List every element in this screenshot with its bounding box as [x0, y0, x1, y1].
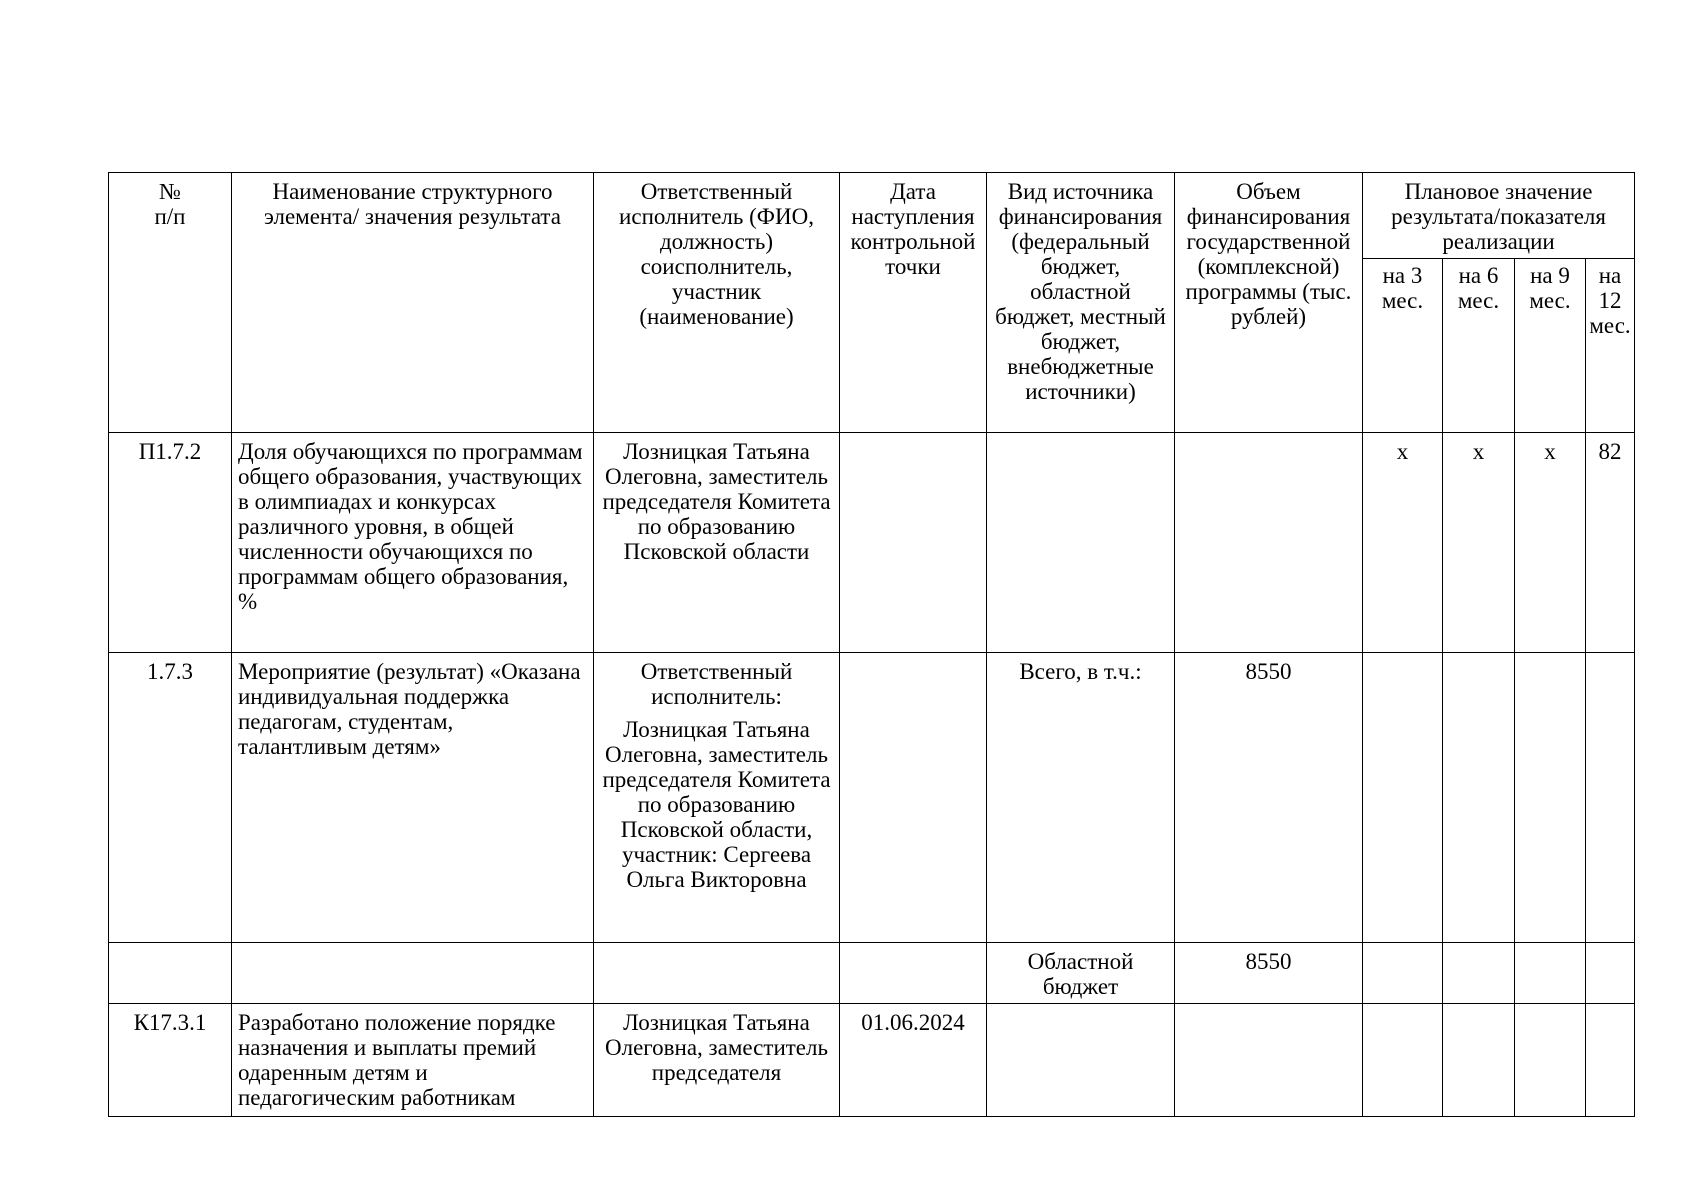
- row-m9: [1515, 653, 1586, 943]
- row-m9: х: [1515, 433, 1586, 653]
- row-num: [109, 943, 232, 1004]
- row-source: [987, 1004, 1175, 1117]
- row-executor-label: Ответственный исполнитель:: [640, 659, 793, 709]
- row-executor: Лозницкая Татьяна Олеговна, заместитель председателя Комитета по образованию Псковской области, участник: Сергеева Ольга Викторовна: [602, 717, 831, 892]
- row-volume: [1175, 433, 1363, 653]
- row-m3: [1363, 653, 1443, 943]
- row-volume: 8550: [1175, 653, 1363, 943]
- header-volume: Объем финансирования государственной (комплексной) программы (тыс. рублей): [1175, 173, 1363, 433]
- header-name: Наименование структурного элемента/ значения результата: [232, 173, 594, 433]
- row-name: [232, 943, 594, 1004]
- row-m6: [1443, 1004, 1515, 1117]
- row-m3: [1363, 943, 1443, 1004]
- row-m6: [1443, 943, 1515, 1004]
- row-name: Разработано положение порядке назначения и выплаты премий одаренным детям и педагогическим работникам: [232, 1004, 594, 1117]
- row-source: Всего, в т.ч.:: [987, 653, 1175, 943]
- header-m6: на 6 мес.: [1443, 259, 1515, 433]
- row-name: Доля обучающихся по программам общего образования, участвующих в олимпиадах и конкурсах различного уровня, в общей численности обучающихся по программам общего образования, %: [232, 433, 594, 653]
- row-num: 1.7.3: [109, 653, 232, 943]
- row-date: [840, 433, 987, 653]
- program-table: [108, 172, 1635, 1117]
- row-executor: Лозницкая Татьяна Олеговна, заместитель председателя: [594, 1004, 840, 1117]
- header-m12: на 12 мес.: [1586, 259, 1635, 433]
- table-row: [109, 1004, 1635, 1117]
- row-num: К17.3.1: [109, 1004, 232, 1117]
- table-row: [109, 653, 1635, 943]
- row-m6: [1443, 653, 1515, 943]
- header-date: Дата наступления контрольной точки: [840, 173, 987, 433]
- row-m12: [1586, 943, 1635, 1004]
- row-volume: [1175, 1004, 1363, 1117]
- header-source: Вид источника финансирования (федеральный бюджет, областной бюджет, местный бюджет, внебюджетные источники): [987, 173, 1175, 433]
- table-row: [109, 943, 1635, 1004]
- row-m3: х: [1363, 433, 1443, 653]
- row-m12: [1586, 653, 1635, 943]
- row-m9: [1515, 943, 1586, 1004]
- row-source: Областной бюджет: [987, 943, 1175, 1004]
- row-m9: [1515, 1004, 1586, 1117]
- header-m9: на 9 мес.: [1515, 259, 1586, 433]
- header-m3: на 3 мес.: [1363, 259, 1443, 433]
- header-plan: Плановое значение результата/показателя реализации: [1363, 173, 1635, 259]
- row-m3: [1363, 1004, 1443, 1117]
- row-date: [840, 943, 987, 1004]
- header-executor: Ответственный исполнитель (ФИО, должность) соисполнитель, участник (наименование): [594, 173, 840, 433]
- row-date: [840, 653, 987, 943]
- header-num: № п/п: [109, 173, 232, 433]
- row-date: 01.06.2024: [840, 1004, 987, 1117]
- table-row: [109, 433, 1635, 653]
- row-num: П1.7.2: [109, 433, 232, 653]
- row-m12: [1586, 1004, 1635, 1117]
- row-m6: х: [1443, 433, 1515, 653]
- row-name: Мероприятие (результат) «Оказана индивидуальная поддержка педагогам, студентам, талантливым детям»: [232, 653, 594, 943]
- header-row: [109, 173, 1635, 259]
- row-executor: Лозницкая Татьяна Олеговна, заместитель председателя Комитета по образованию Псковской области: [594, 433, 840, 653]
- row-volume: 8550: [1175, 943, 1363, 1004]
- row-executor-cell: [594, 653, 840, 943]
- row-executor: [594, 943, 840, 1004]
- row-m12: 82: [1586, 433, 1635, 653]
- row-source: [987, 433, 1175, 653]
